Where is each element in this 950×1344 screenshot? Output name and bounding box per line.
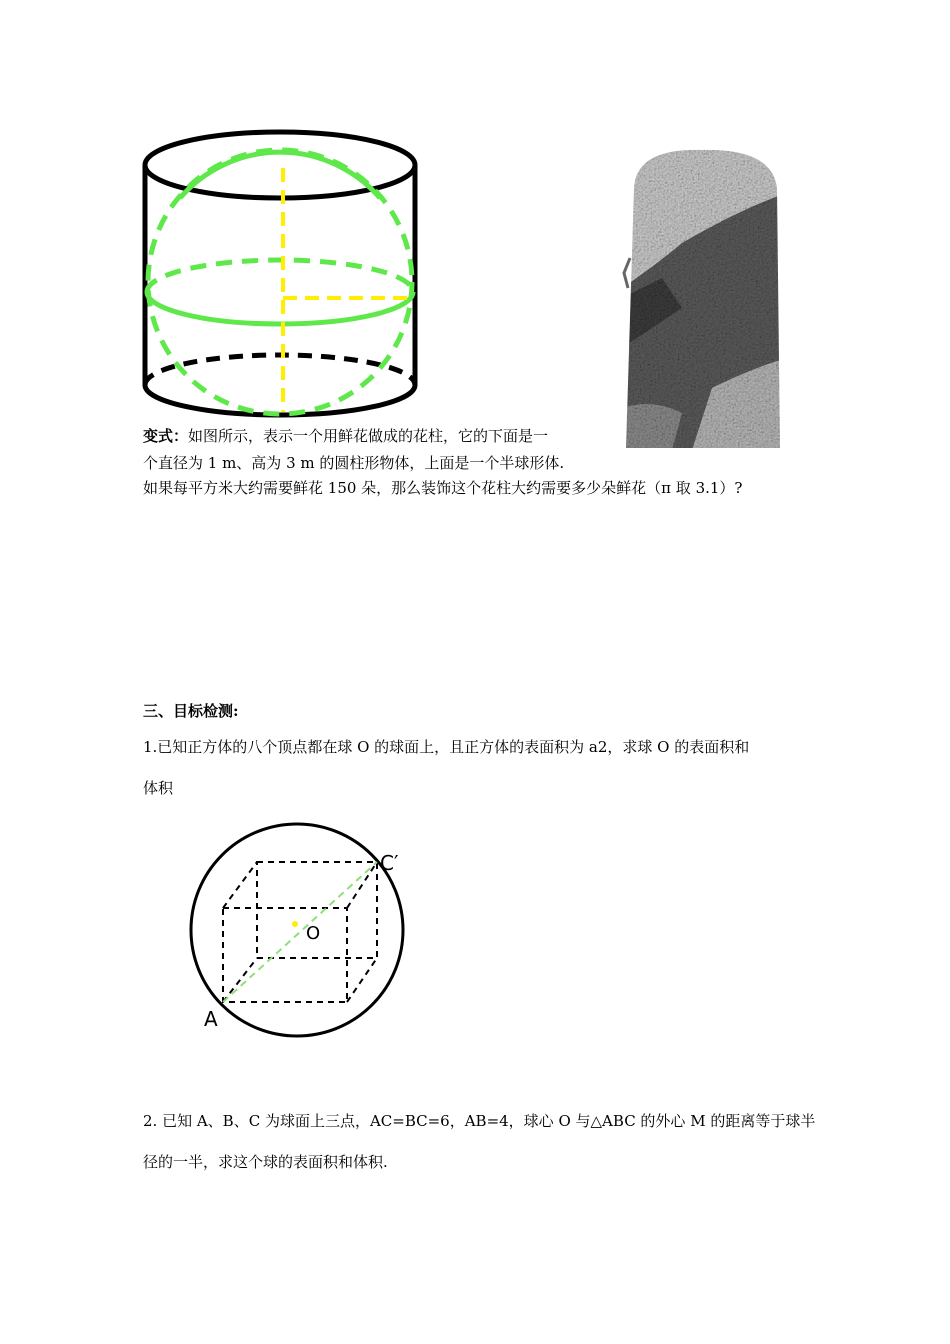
- variant-line-1: 变式：如图所示，表示一个用鲜花做成的花柱，它的下面是一: [143, 427, 549, 445]
- q1-line-1: 1.已知正方体的八个顶点都在球 O 的球面上，且正方体的表面积为 a2，求球 O 的表面积和: [143, 738, 750, 756]
- q1-line-2: 体积: [143, 779, 174, 797]
- sphere-equator-back: [147, 260, 413, 292]
- variant-line-3: 如果每平方米大约需要鲜花 150 朵，那么装饰这个花柱大约需要多少朵鲜花（π 取 3.1）?: [143, 479, 743, 497]
- cube-front-face: [223, 908, 347, 1002]
- flower-column-image: [622, 148, 787, 450]
- cylinder-bottom-front: [145, 385, 415, 415]
- label-a: A: [204, 1007, 218, 1031]
- section-heading: 三、目标检测:: [143, 702, 239, 720]
- diagonal-line: [223, 862, 377, 1002]
- q2-line-2: 径的一半，求这个球的表面积和体积.: [143, 1153, 388, 1171]
- sphere-circle: [191, 824, 403, 1036]
- cylinder-bottom-back: [145, 355, 415, 385]
- label-c-prime: C′: [380, 851, 399, 875]
- q2-line-1: 2. 已知 A、B、C 为球面上三点，AC=BC=6，AB=4，球心 O 与△ABC 的外心 M 的距离等于球半: [143, 1112, 816, 1130]
- cylinder-top-ellipse: [145, 132, 415, 198]
- cylinder-sphere-figure: [135, 120, 425, 430]
- center-point: [292, 921, 298, 927]
- variant-label: 变式: [143, 427, 174, 445]
- variant-line-2: 个直径为 1 m、高为 3 m 的圆柱形物体，上面是一个半球形体.: [143, 454, 565, 472]
- cube-sphere-figure: [185, 818, 425, 1038]
- label-o: O: [306, 923, 321, 944]
